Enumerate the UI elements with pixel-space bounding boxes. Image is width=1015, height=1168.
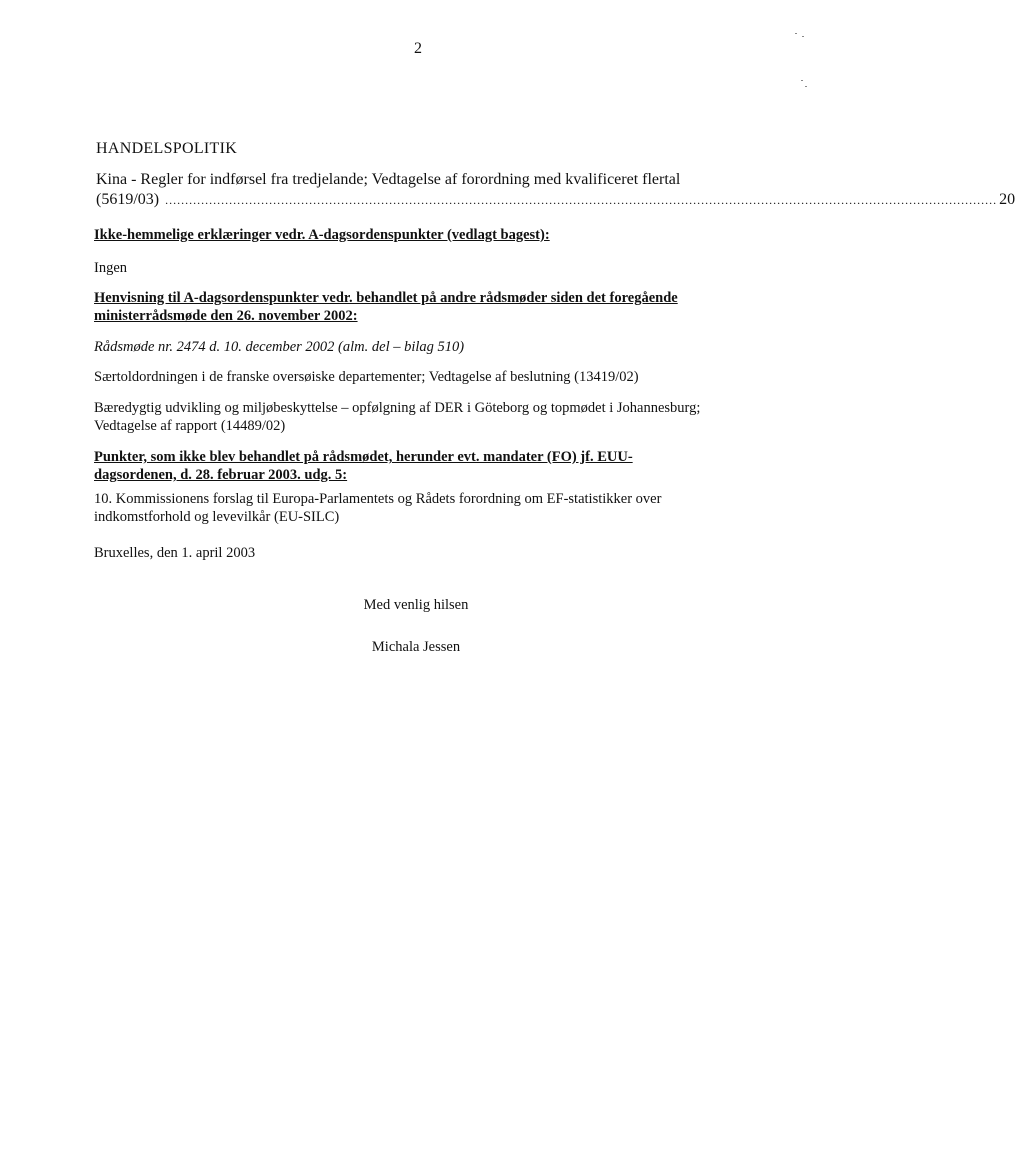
toc-entry (96, 170, 1015, 210)
scan-speck (805, 86, 807, 87)
signature-name: Michala Jessen (371, 639, 461, 655)
text-customs-arrangement: Særtoldordningen i de franske oversøiske departementer; Vedtagelse af beslutning (13419/02) (94, 369, 639, 385)
heading-reference (94, 289, 678, 325)
signature-greeting: Med venlig hilsen (363, 597, 469, 613)
scan-speck (795, 33, 797, 34)
heading-not-treated-line1: Punkter, som ikke blev behandlet på rådsmødet, herunder evt. mandater (FO) jf. EUU- (94, 449, 633, 465)
toc-entry-reference: (5619/03) (96, 191, 160, 208)
text-sustainable-development (94, 399, 700, 435)
toc-dot-leader: ................................................................................................................................................................................................................ (165, 193, 998, 207)
toc-entry-page: 20 (999, 191, 1015, 208)
heading-not-treated (94, 448, 633, 484)
text-commission-proposal (94, 490, 661, 526)
text-sustainable-development-line2: Vedtagelse af rapport (14489/02) (94, 418, 286, 434)
text-place-date: Bruxelles, den 1. april 2003 (94, 545, 256, 561)
heading-reference-line2: ministerrådsmøde den 26. november 2002: (94, 308, 358, 324)
text-council-meeting: Rådsmøde nr. 2474 d. 10. december 2002 (alm. del – bilag 510) (94, 339, 465, 355)
section-title: HANDELSPOLITIK (96, 140, 238, 157)
text-commission-proposal-line2: indkomstforhold og levevilkår (EU-SILC) (94, 509, 340, 525)
heading-not-treated-line2: dagsordenen, d. 28. februar 2003. udg. 5: (94, 467, 348, 483)
toc-entry-title: Kina - Regler for indførsel fra tredjelande; Vedtagelse af forordning med kvalificeret flertal (96, 171, 681, 188)
toc-entry-line (96, 190, 1015, 210)
heading-reference-line1: Henvisning til A-dagsordenspunkter vedr. behandlet på andre rådsmøder siden det foregående (94, 290, 678, 306)
page-number: 2 (414, 40, 422, 57)
text-commission-proposal-line1: 10. Kommissionens forslag til Europa-Parlamentets og Rådets forordning om EF-statistikker over (94, 491, 662, 507)
scan-speck (801, 80, 803, 81)
heading-non-secret-statements: Ikke-hemmelige erklæringer vedr. A-dagsordenspunkter (vedlagt bagest): (94, 227, 550, 243)
text-sustainable-development-line1: Bæredygtig udvikling og miljøbeskyttelse – opfølgning af DER i Göteborg og topmødet i Johannesburg; (94, 400, 701, 416)
scan-speck (802, 36, 804, 37)
text-none: Ingen (94, 260, 128, 276)
